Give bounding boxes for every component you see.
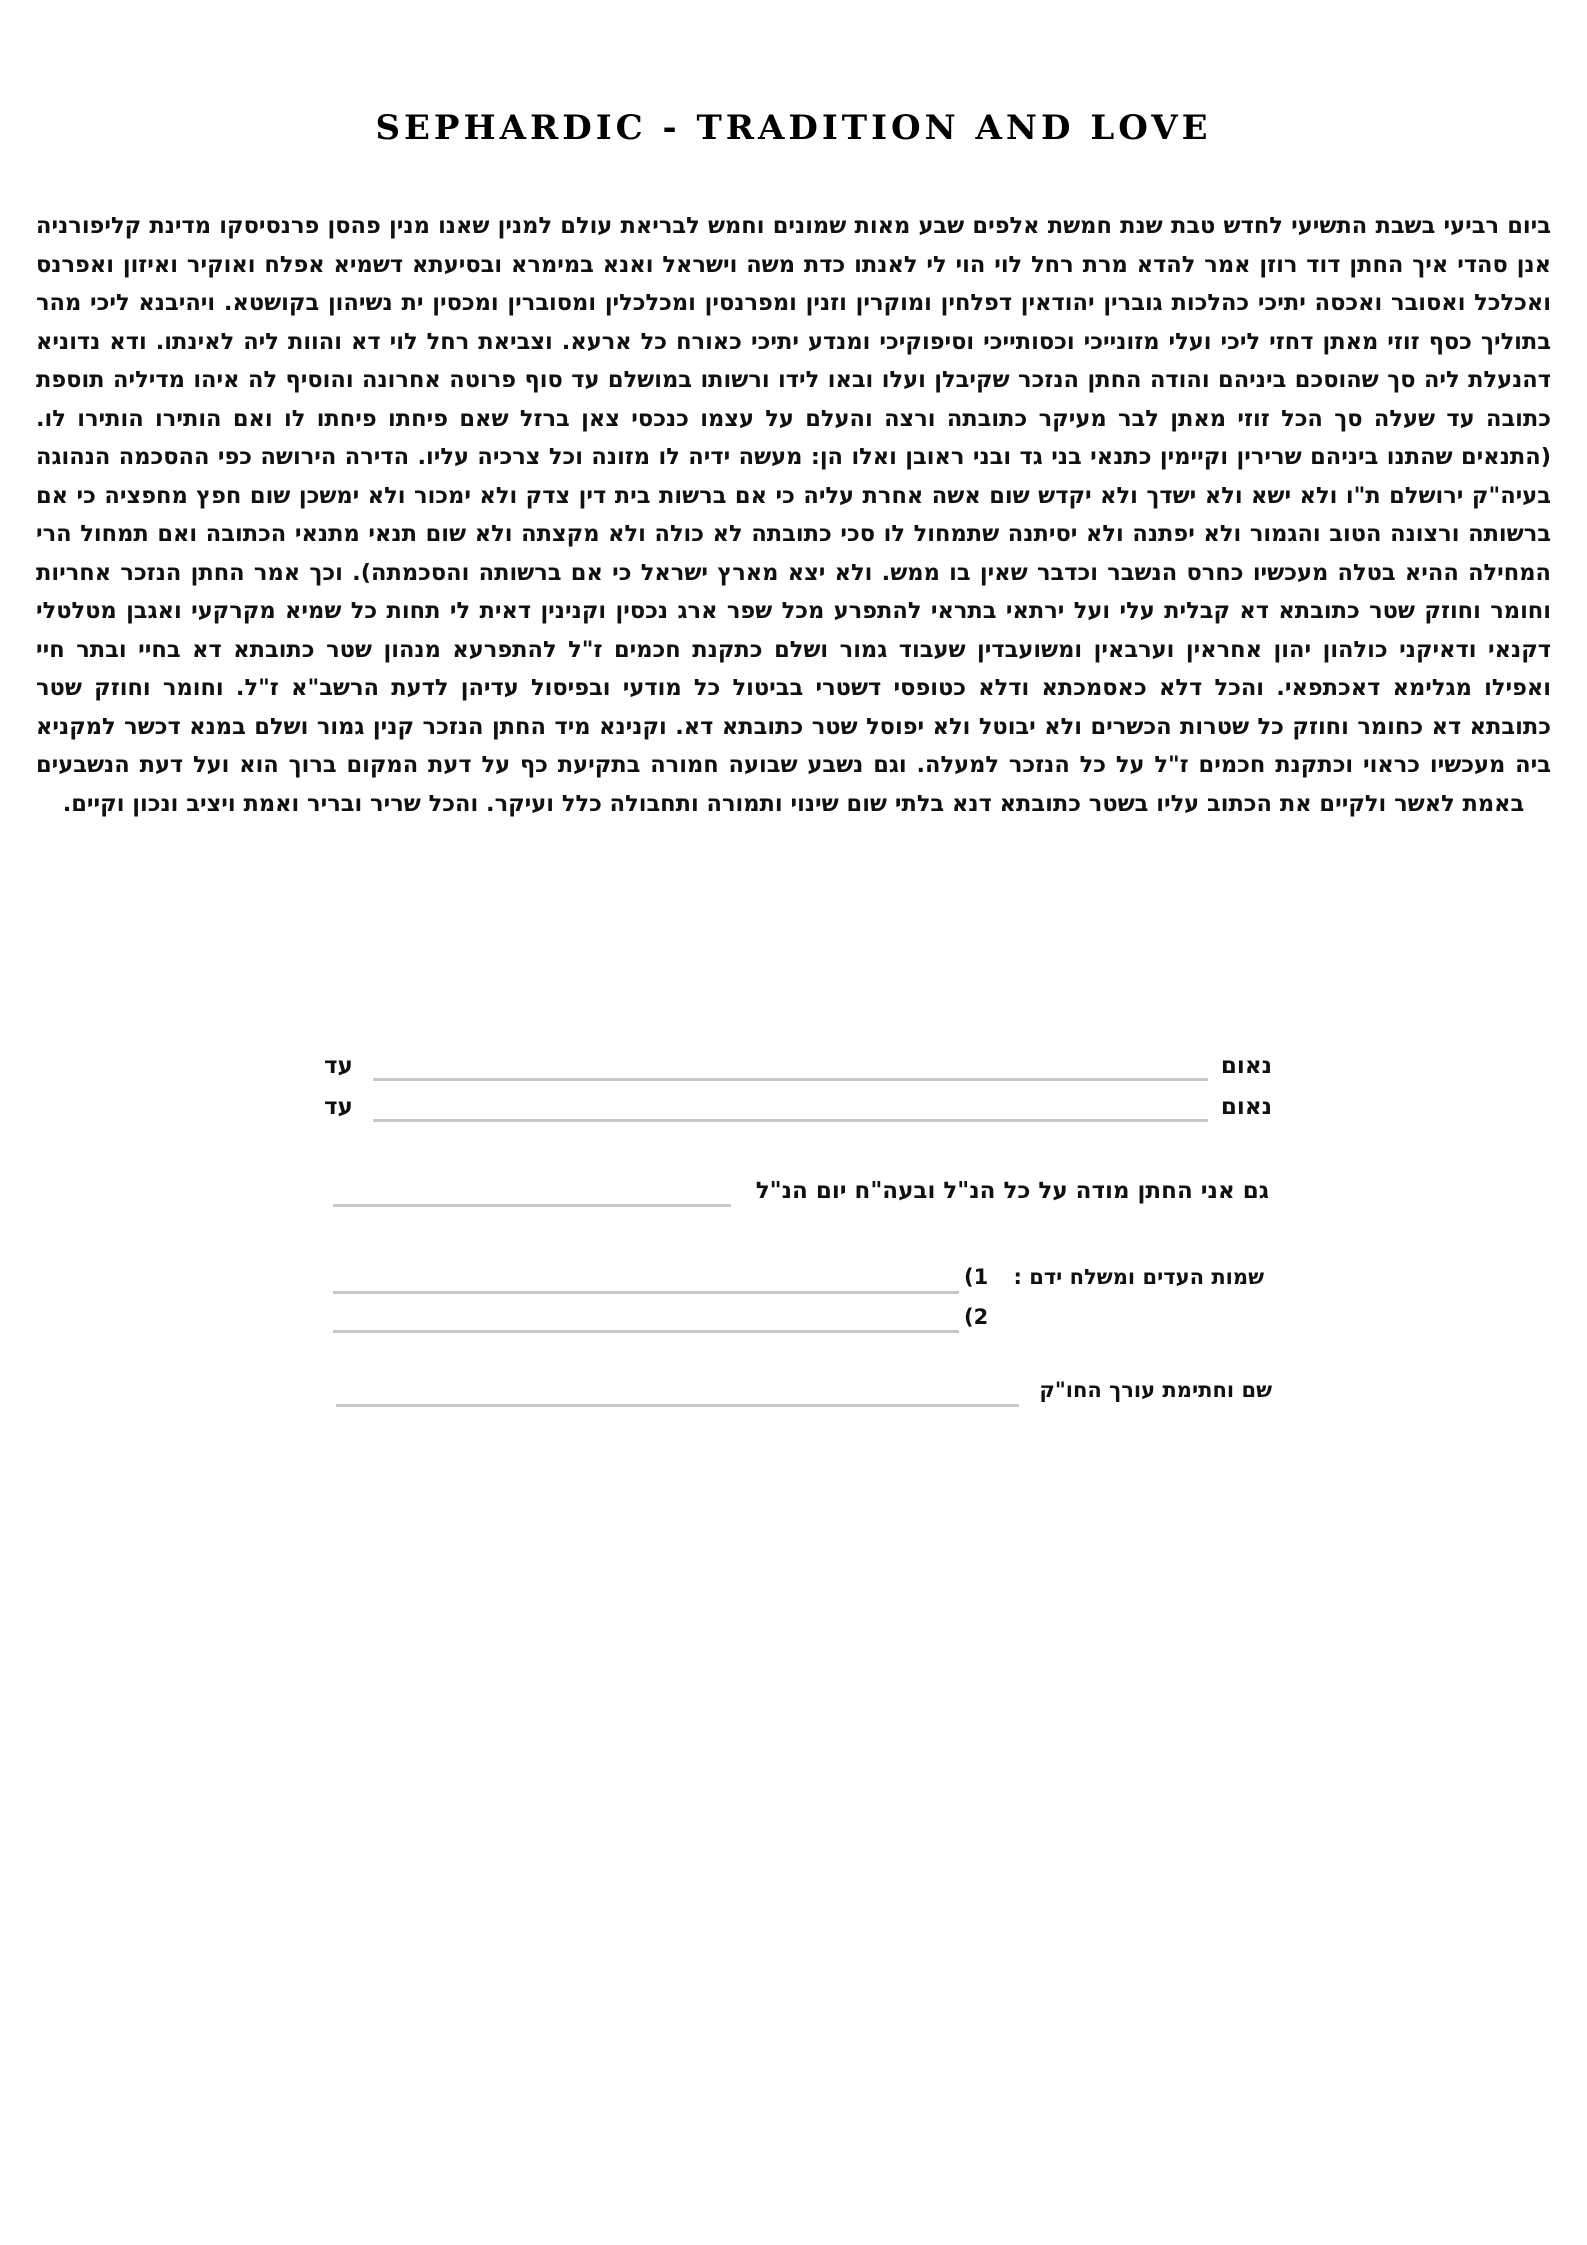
ketubah-body-text: ביום רביעי בשבת התשיעי לחדש טבת שנת חמשת אלפים שבע מאות שמונים וחמש לבריאת עולם למנין שאנו מנין פהסן פרנסיסקו מדינת קליפורניה אנן סהדי איך החתן דוד רוזן אמר להדא מרת רחל לוי הוי לי לאנתו כדת משה וישראל ואנא במימרא ובסיעתא דשמיא אפלח ואוקיר ואיזון ואפרנס ואכלכל ואסובר ואכסה יתיכי כהלכות גוברין יהודאין דפלחין ומוקרין וזנין ומפרנסין ומכלכלין ומסוברין ומכסין ית נשיהון בקושטא. ויהיבנא ליכי מהר בתוליך כסף זוזי מאתן דחזי ליכי ועלי מזונייכי וכסותייכי וסיפוקיכי ומנדע יתיכי כאורח כל ארעא. וצביאת רחל לוי דא והוות ליה לאינתו. ודא נדוניא דהנעלת ליה סך שהוסכם ביניהם והודה החתן הנזכר שקיבלן ועלו ובאו לידו ורשותו במושלם עד סוף פרוטה אחרונה והוסיף לה איהו מדיליה תוספת כתובה עד שעלה סך הכל זוזי מאתן לבר מעיקר כתובתה ורצה והעלם על עצמו כנכסי צאן ברזל שאם פיחתו פיחתו לו ואם הותירו הותירו לו. (התנאים שהתנו ביניהם שרירין וקיימין כתנאי בני גד ובני ראובן ואלו הן: מעשה ידיה לו מזונה וכל צרכיה עליו. הדירה הירושה כפי ההסכמה הנהוגה בעיה"ק ירושלם ת"ו ולא ישא ולא ישדך ולא יקדש שום אשה אחרת עליה כי אם ברשות בית דין צדק ולא ימכור ולא ימשכן שום חפץ מחפציה כי אם ברשותה ורצונה הטוב והגמור ולא יפתנה ולא יסיתנה שתמחול לו סכי כתובתה לא כולה ולא מקצתה ולא שום תנאי מתנאי הכתובה ואם תמחול הרי המחילה ההיא בטלה מעכשיו כחרס הנשבר וכדבר שאין בו ממש. ולא יצא מארץ ישראל כי אם ברשותה והסכמתה). וכך אמר החתן הנזכר אחריות וחומר וחוזק שטר כתובתא דא קבלית עלי ועל ירתאי בתראי להתפרע מכל שפר ארג נכסין וקנינין דאית לי תחות כל שמיא מקרקעי ואגבן מטלטלי דקנאי ודאיקני כולהון יהון אחראין וערבאין ומשועבדין שעבוד גמור ושלם כתקנת חכמים ז"ל להתפרעא מנהון שטר כתובתא דא בחיי ובתר חיי ואפילו מגלימא דאכתפאי. והכל דלא כאסמכתא ודלא כטופסי דשטרי בביטול כל מודעי ובפיסול עדיהן לדעת הרשב"א ז"ל. וחומר וחוזק שטר כתובתא דא כחומר וחוזק כל שטרות הכשרים ולא יבוטל ולא יפוסל שטר כתובתא דא. וקנינא מיד החתן הנזכר קנין גמור ושלם במנא דכשר למקניא ביה מעכשיו כראוי וכתקנת חכמים ז"ל על כל הנזכר למעלה. וגם נשבע שבועה חמורה בתקיעת כף על דעת המקום ברוך הוא ועל דעת הנשבעים באמת לאשר ולקיים את הכתוב עליו בשטר כתובתא דנא בלתי שום שינוי ותמורה ותחבולה כלל ועיקר. והכל שריר ובריר ואמת ויציב ונכון וקיים. xyxy=(36,213,1551,817)
witness-2-neum-label: נאום xyxy=(1220,1094,1272,1120)
witness-1-ed-label: עד xyxy=(324,1053,353,1079)
witness-names-marker-2: 2) xyxy=(964,1305,989,1329)
witness-2-signature-line[interactable] xyxy=(373,1119,1208,1122)
witness-1-neum-label: נאום xyxy=(1220,1053,1272,1079)
document-title: SEPHARDIC - TRADITION AND LOVE xyxy=(375,108,1212,148)
witness-names-marker-1: 1) xyxy=(964,1265,989,1289)
officiant-label: שם וחתימת עורך החו"ק xyxy=(1039,1378,1272,1402)
witness-1-signature-line[interactable] xyxy=(373,1078,1208,1081)
officiant-signature-line[interactable] xyxy=(336,1404,1019,1407)
witness-names-line-1[interactable] xyxy=(333,1291,959,1294)
witness-2-ed-label: עד xyxy=(324,1094,353,1120)
witness-names-line-2[interactable] xyxy=(333,1330,959,1333)
groom-signature-line[interactable] xyxy=(333,1204,731,1207)
witness-names-label: שמות העדים ומשלח ידם : xyxy=(1013,1265,1264,1289)
groom-statement-label: גם אני החתן מודה על כל הנ"ל ובעה"ח יום הנ"ל xyxy=(755,1178,1269,1204)
